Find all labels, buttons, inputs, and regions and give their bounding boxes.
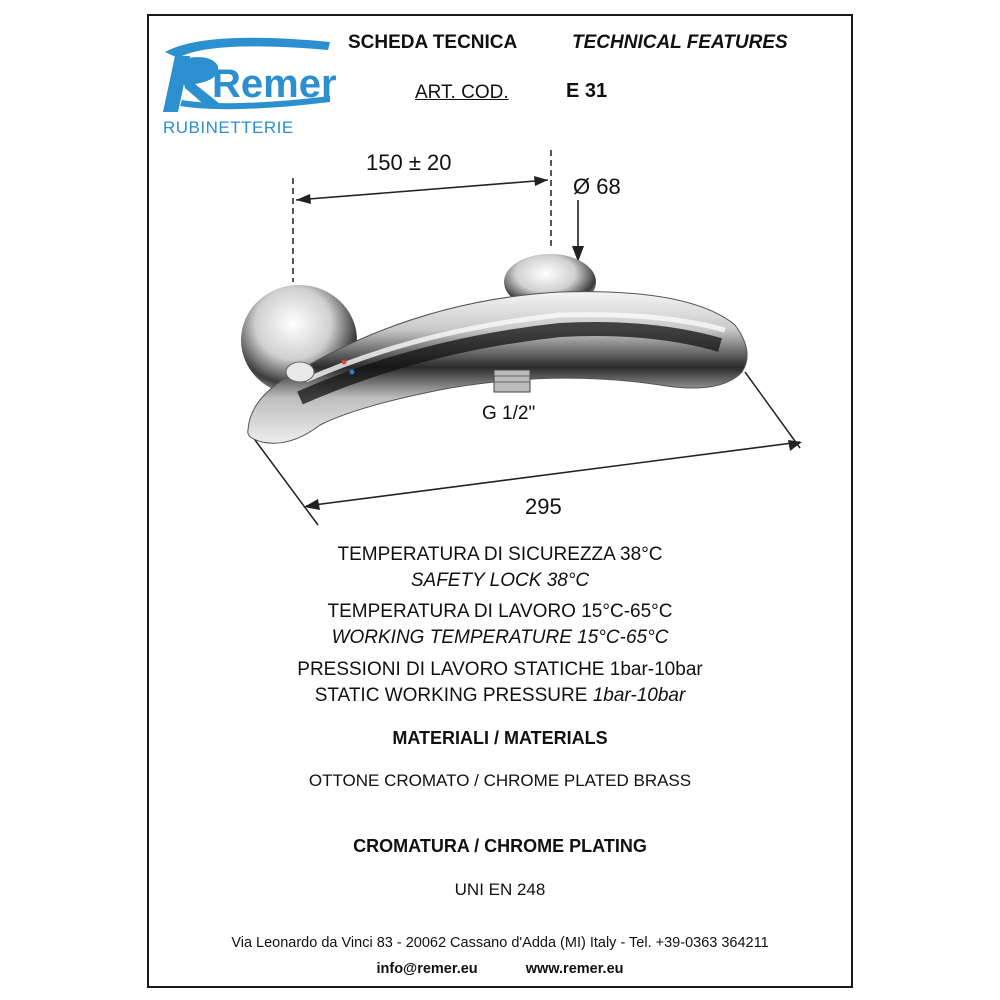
- logo-subtitle: RUBINETTERIE: [163, 118, 294, 137]
- footer-contacts: [0, 961, 1000, 977]
- dim-extension-bottom-left: [255, 440, 318, 525]
- title-italian: SCHEDA TECNICA: [348, 32, 518, 53]
- spec-working-temp-en: WORKING TEMPERATURE 15°C-65°C: [331, 627, 669, 648]
- dim-label-diameter: Ø 68: [573, 174, 621, 199]
- materials-heading: MATERIALI / MATERIALS: [392, 728, 608, 748]
- dim-line-top: [296, 180, 548, 200]
- arrow-left-icon: [296, 194, 311, 204]
- spec-working-temp-it: TEMPERATURA DI LAVORO 15°C-65°C: [327, 601, 673, 622]
- art-code-value: E 31: [566, 80, 608, 102]
- logo-wordmark: Remer: [212, 62, 337, 106]
- arrow-right-icon: [534, 176, 548, 186]
- spec-safety-temp-it: TEMPERATURA DI SICUREZZA 38°C: [337, 544, 663, 565]
- dim-label-distance: 150 ± 20: [366, 150, 452, 175]
- footer-email-link[interactable]: info@remer.eu: [376, 961, 478, 977]
- plating-heading: CROMATURA / CHROME PLATING: [353, 836, 647, 856]
- spec-safety-temp-en: SAFETY LOCK 38°C: [410, 570, 590, 591]
- plating-value: UNI EN 248: [454, 880, 546, 899]
- dim-label-length: 295: [525, 494, 562, 519]
- spec-pressure-it: PRESSIONI DI LAVORO STATICHE 1bar-10bar: [297, 659, 703, 680]
- art-code-label: ART. COD.: [415, 82, 509, 103]
- spec-pressure-en-label: STATIC WORKING PRESSURE: [314, 685, 588, 706]
- spec-pressure-en: [0, 685, 1000, 707]
- footer-address: Via Leonardo da Vinci 83 - 20062 Cassano d'Adda (MI) Italy - Tel. +39-0363 364211: [231, 935, 769, 951]
- dim-extension-bottom-right: [745, 372, 800, 448]
- materials-value: OTTONE CROMATO / CHROME PLATED BRASS: [308, 771, 692, 790]
- footer-website-link[interactable]: www.remer.eu: [525, 961, 624, 977]
- spec-pressure-en-value: 1bar-10bar: [592, 685, 686, 706]
- dim-label-thread: G 1/2": [482, 403, 536, 424]
- title-english: TECHNICAL FEATURES: [572, 32, 788, 53]
